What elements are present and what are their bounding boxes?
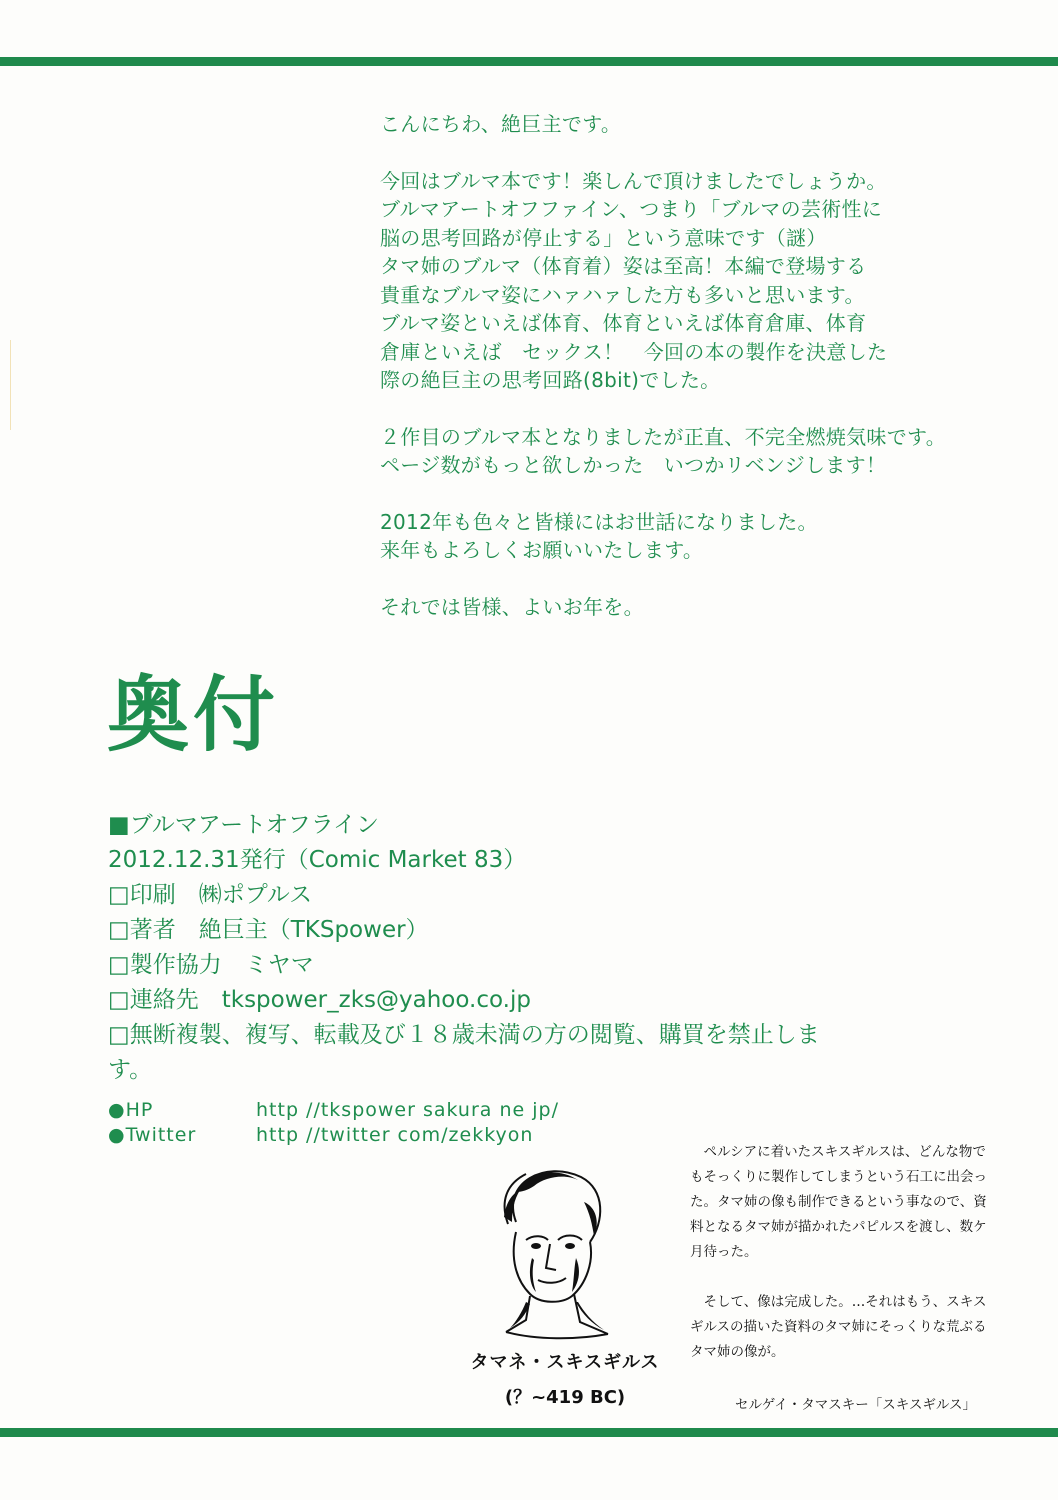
afterword-line: タマ姉のブルマ（体育着）姿は至高！本編で登場する [380,254,867,278]
cooperation: □製作協力 ミヤマ [108,952,314,978]
story-paragraph: そして、像は完成した。…それはもう、スキスギルスの描いた資料のタマ姉にそっくりな荒ぶるタマ姉の像が。 [690,1294,987,1360]
greeting-line: こんにちわ、絶巨主です。 [380,112,622,136]
copy-notice: □無断複製、複写、転載及び１８歳未満の方の閲覧、購買を禁止します。 [108,1022,820,1083]
colophon-title: 奥付 [107,668,280,763]
statue-caption-name: タマネ・スキスギルス [470,1352,660,1373]
story-paragraph: ペルシアに着いたスキスギルスは、どんな物でもそっくりに製作してしまうという石工に出会った。タマ姉の像も制作できるという事なので、資料となるタマ姉が描かれたパピルスを渡し、数ケ月待った。 [690,1144,987,1260]
twitter-link-row [108,1123,559,1148]
author: □著者 絶巨主（TKSpower） [108,917,429,943]
afterword-line: ブルマ姿といえば体育、体育といえば体育倉庫、体育 [380,311,867,335]
top-green-rule [0,57,1058,66]
afterword-line: ２作目のブルマ本となりましたが正直、不完全燃焼気味です。 [380,424,946,449]
statue-bust-illustration [486,1162,616,1342]
links-block [108,1098,559,1148]
afterword-line: ブルマアートオフファイン、つまり「ブルマの芸術性に [380,197,883,221]
bottom-green-rule [0,1428,1058,1437]
printer: □印刷 ㈱ポプルス [108,882,313,908]
afterword-line: 脳の思考回路が停止する」という意味です（謎） [380,225,827,250]
binding-edge [0,340,11,430]
statue-caption-dates: (？~419 BC) [504,1387,626,1408]
afterword-text [380,110,1020,621]
hp-link-row [108,1098,559,1123]
issue-date: 2012.12.31発行（Comic Market 83） [108,847,527,873]
hp-label: ●HP [108,1099,154,1121]
afterword-line: 貴重なブルマ姿にハァハァした方も多いと思います。 [380,282,865,307]
contact-email: □連絡先 tkspower_zks@yahoo.co.jp [108,987,531,1013]
story-text [690,1140,990,1365]
afterword-line: 際の絶巨主の思考回路(8bit)でした。 [380,368,721,392]
twitter-url: http //twitter com/zekkyon [256,1124,534,1146]
afterword-line: ページ数がもっと欲しかった いつかリベンジします！ [380,453,887,477]
colophon-details [108,808,828,1088]
story-credit: セルゲイ・タマスキー「スキスギルス」 [735,1397,976,1413]
afterword-line: 倉庫といえば セックス！ 今回の本の製作を決意した [380,339,888,364]
book-title: ■ブルマアートオフライン [108,812,380,838]
afterword-line: 今回はブルマ本です！楽しんで頂けましたでしょうか。 [380,168,887,193]
afterword-line: 来年もよろしくお願いいたします。 [380,538,704,562]
afterword-line: 2012年も色々と皆様にはお世話になりました。 [380,509,818,534]
hp-url: http //tkspower sakura ne jp/ [256,1099,559,1121]
closing-line: それでは皆様、よいお年を。 [380,594,644,619]
twitter-label: ●Twitter [108,1124,197,1146]
